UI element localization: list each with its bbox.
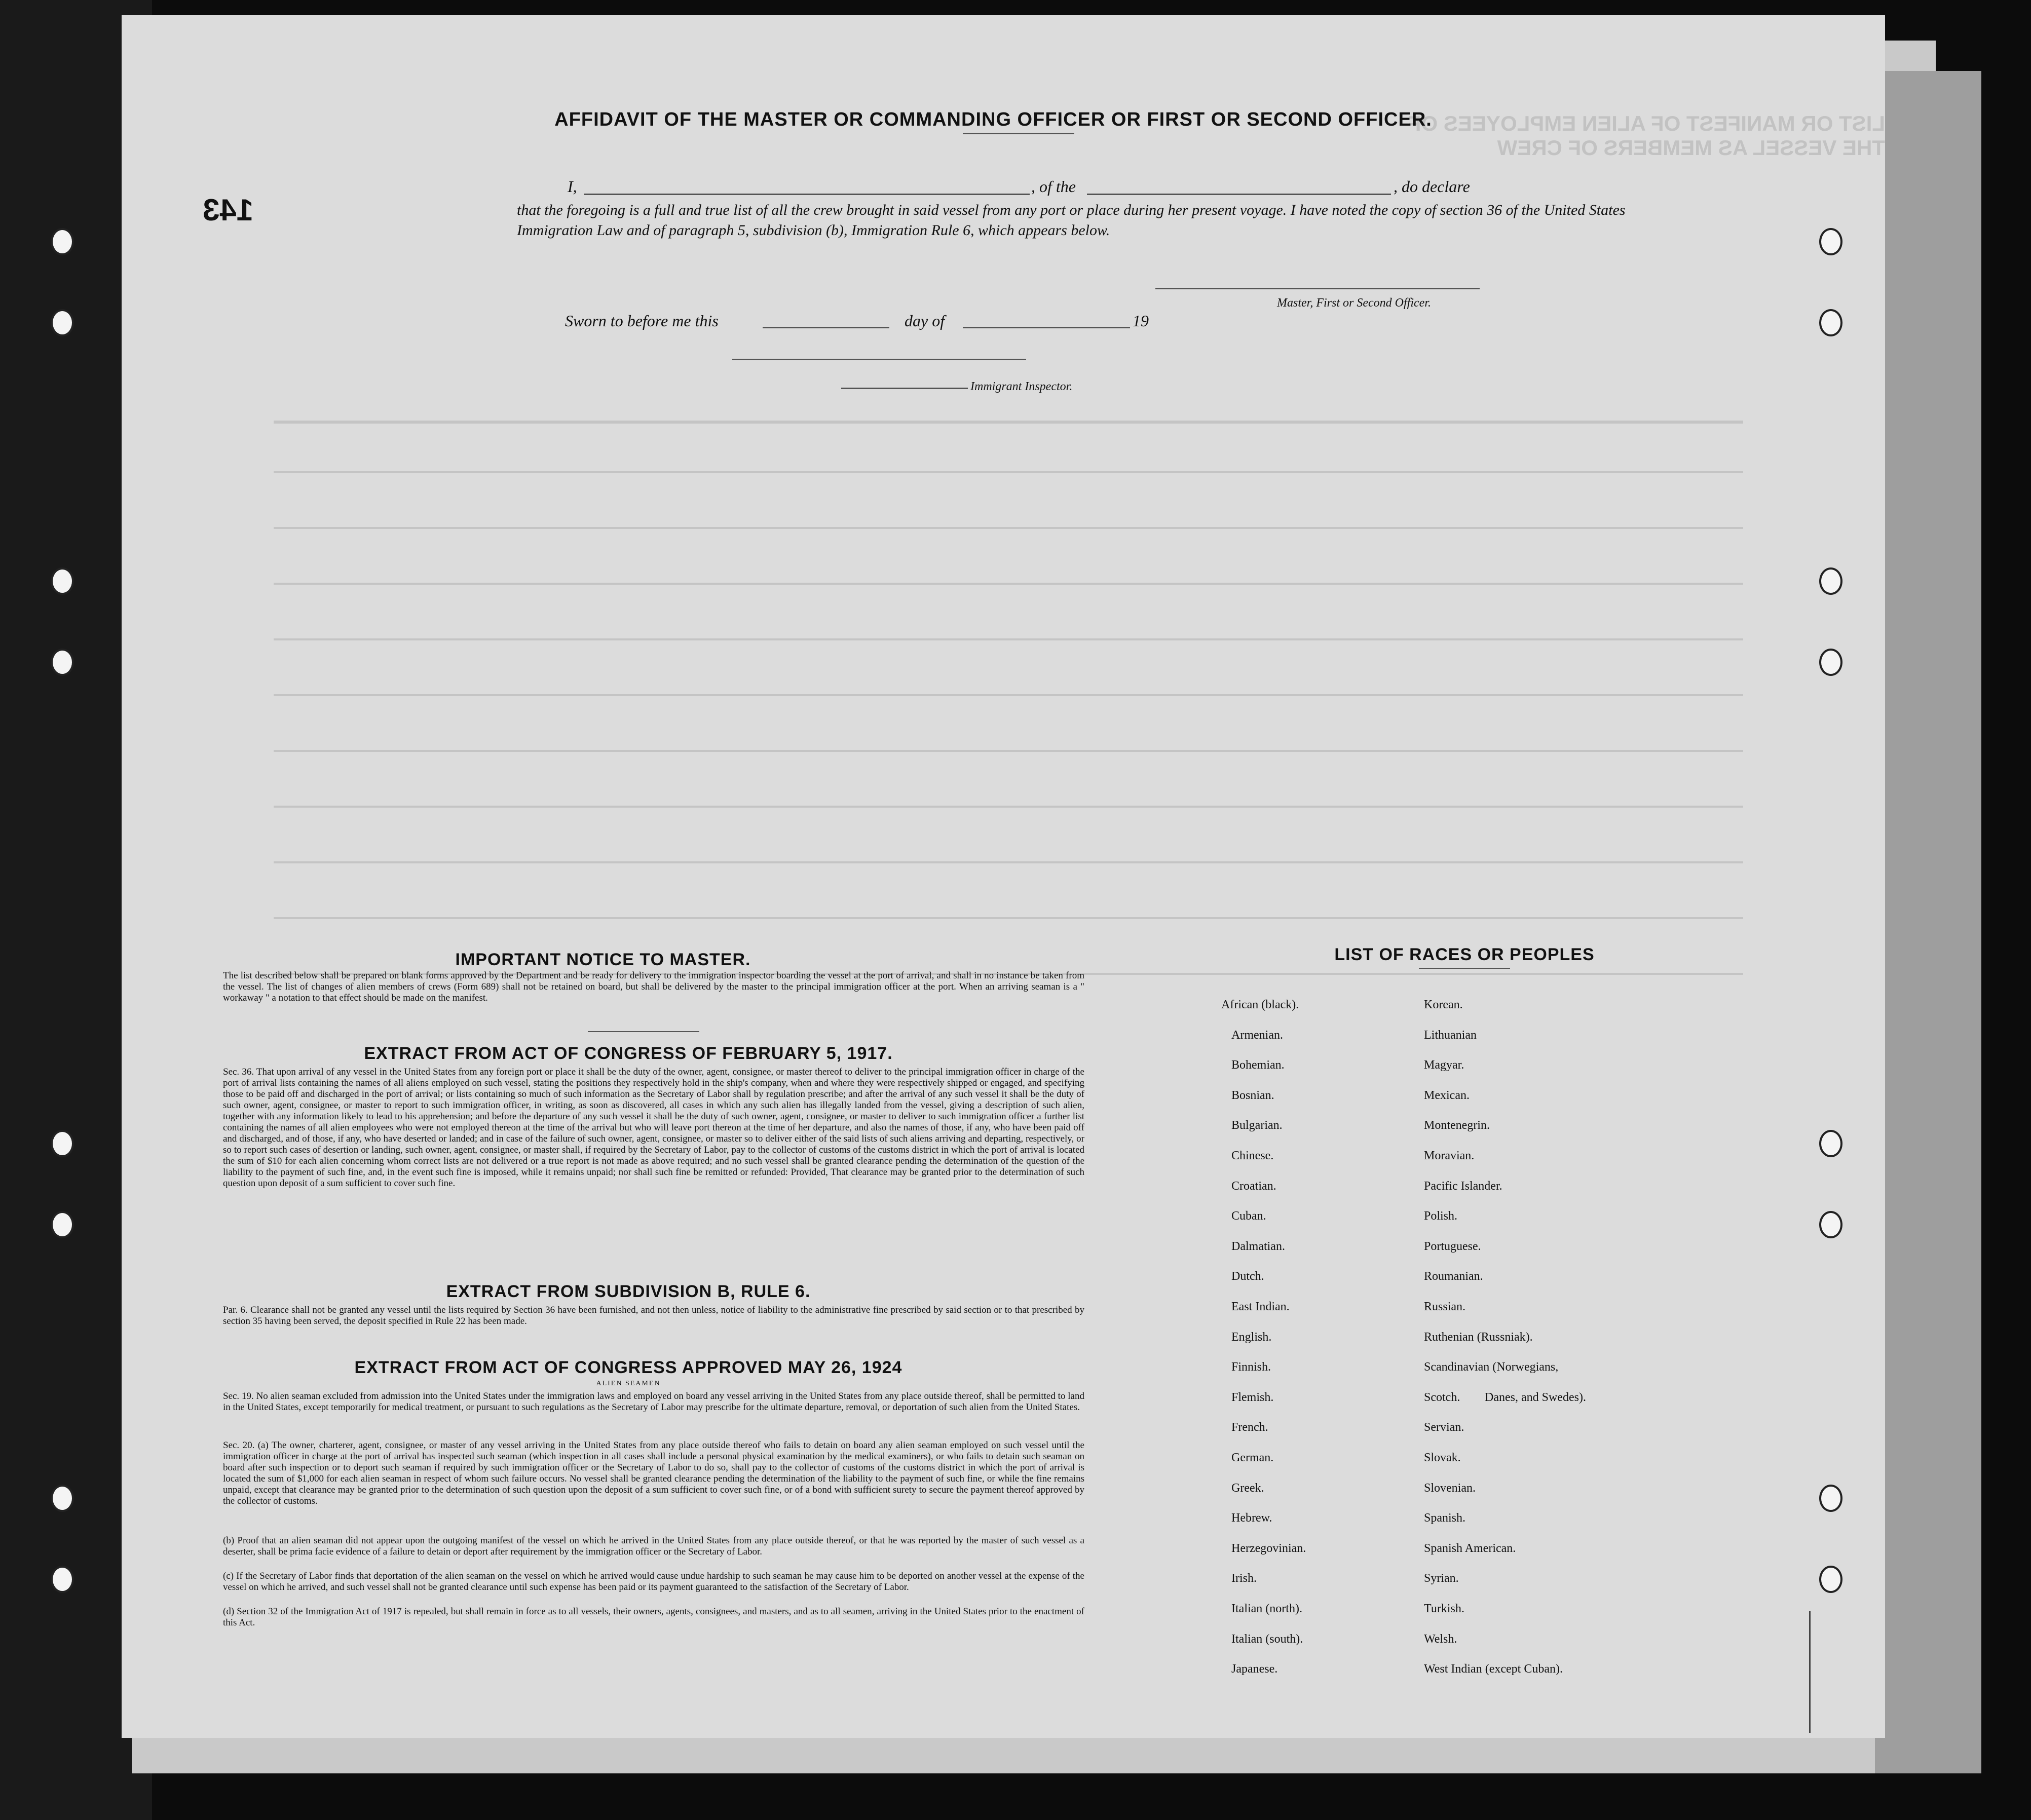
race-item: Slovak. xyxy=(1424,1451,1461,1464)
affidavit-i-label: I, xyxy=(568,177,577,196)
race-item: Turkish. xyxy=(1424,1602,1464,1615)
race-item: Roumanian. xyxy=(1424,1270,1483,1283)
race-item: Ruthenian (Russniak). xyxy=(1424,1330,1533,1344)
title-rule xyxy=(963,133,1074,134)
sworn-label: Sworn to before me this xyxy=(565,312,719,330)
race-item: French. xyxy=(1231,1421,1268,1434)
race-item: Spanish. xyxy=(1424,1511,1466,1525)
race-item: Servian. xyxy=(1424,1421,1464,1434)
race-item: Pacific Islander. xyxy=(1424,1179,1502,1193)
extract-rule6-text: Par. 6. Clearance shall not be granted any vessel until the lists required by Section 36 have been furnished, and not then unless, notice of liability to the administrative fine prescribed by said section or to that prescribed by section 35 having been served, the deposit specified in Rule 22 has been made. xyxy=(223,1305,1084,1326)
punch-hole xyxy=(1819,1566,1842,1593)
punch-hole xyxy=(51,309,74,336)
races-title: LIST OF RACES OR PEOPLES xyxy=(1334,945,1595,964)
punch-hole xyxy=(51,649,74,676)
punch-hole xyxy=(1819,567,1842,595)
extract-1924-sec20c: (c) If the Secretary of Labor finds that deportation of the alien seaman on the vessel on which he arrived would cause undue hardship to such seaman he may cause him to be deported on another vessel at the expense of the vessel on which he arrived, and such vessel shall not be granted clearance until such expense has been paid or its payment guaranteed to the satisfaction of the Secretary of Labor. xyxy=(223,1571,1084,1592)
punch-hole xyxy=(51,1566,74,1593)
notice-text: The list described below shall be prepared on blank forms approved by the Department and be ready for delivery to the immigration inspector boarding the vessel at the port of arrival, and shall in no instance be taken from the vessel. The list of changes of alien members of crews (Form 689) shall not be retained on board, but shall be delivered by the master to the principal immigration officer at the port. When an arriving seaman is a " workaway " a notation to that effect should be made on the manifest. xyxy=(223,970,1084,1003)
race-item: Greek. xyxy=(1231,1481,1264,1495)
race-item: Magyar. xyxy=(1424,1058,1464,1072)
bleed-through-table xyxy=(274,410,1794,1018)
punch-hole xyxy=(1819,1130,1842,1157)
race-item: Portuguese. xyxy=(1424,1239,1481,1253)
affidavit-of-the-label: , of the xyxy=(1031,177,1076,196)
race-item: Croatian. xyxy=(1231,1179,1276,1193)
race-item: Armenian. xyxy=(1231,1028,1283,1042)
extract-rule6-title: EXTRACT FROM SUBDIVISION B, RULE 6. xyxy=(446,1282,811,1301)
race-item: Hebrew. xyxy=(1231,1511,1272,1525)
signature-line[interactable] xyxy=(1155,288,1480,289)
affidavit-declare-label: , do declare xyxy=(1394,177,1470,196)
race-item: Herzegovinian. xyxy=(1231,1541,1306,1555)
side-sheet-edge xyxy=(1875,71,1981,1773)
race-item: Scotch. xyxy=(1424,1390,1460,1404)
race-item: Russian. xyxy=(1424,1300,1466,1313)
page-number: 143 xyxy=(203,193,254,227)
edge-rule xyxy=(1809,1611,1811,1733)
race-item: Bulgarian. xyxy=(1231,1119,1283,1132)
extract-1924-subtitle: ALIEN SEAMEN xyxy=(596,1380,661,1387)
race-item: Bosnian. xyxy=(1231,1088,1274,1102)
race-item: Syrian. xyxy=(1424,1572,1459,1585)
affidavit-body: that the foregoing is a full and true list of all the crew brought in said vessel from any port or place during her present voyage. I have noted the copy of section 36 of the United States Immigration Law and of paragraph 5, subdivision (b), Immigration Rule 6, which appears below. xyxy=(517,202,1626,239)
race-item: West Indian (except Cuban). xyxy=(1424,1662,1563,1676)
extract-1917-title: EXTRACT FROM ACT OF CONGRESS OF FEBRUARY 5, 1917. xyxy=(364,1044,893,1063)
race-item: Italian (south). xyxy=(1231,1632,1303,1646)
race-item: English. xyxy=(1231,1330,1272,1344)
race-item: Scandinavian (Norwegians, xyxy=(1424,1360,1559,1374)
punch-hole xyxy=(1819,228,1842,255)
month-line[interactable] xyxy=(963,327,1130,328)
race-item: Irish. xyxy=(1231,1572,1257,1585)
race-item: Lithuanian xyxy=(1424,1028,1477,1042)
punch-hole xyxy=(1819,1485,1842,1512)
year-label: 19 xyxy=(1133,312,1149,330)
punch-hole xyxy=(51,1211,74,1238)
extract-1924-title: EXTRACT FROM ACT OF CONGRESS APPROVED MAY 26, 1924 xyxy=(354,1358,902,1377)
punch-hole xyxy=(51,1485,74,1512)
extract-1924-sec19: Sec. 19. No alien seaman excluded from admission into the United States under the immigration laws and employed on board any vessel arriving in the United States from any place outside thereof, shall be permitted to land in the United States, except temporarily for medical treatment, or pursuant to such regulations as the Secretary of Labor may prescribe for the ultimate departure, removal, or deportation of such alien from the United States. xyxy=(223,1391,1084,1413)
race-item: Chinese. xyxy=(1231,1149,1274,1162)
race-item: Welsh. xyxy=(1424,1632,1457,1646)
signature-label: Master, First or Second Officer. xyxy=(1277,296,1431,310)
race-item: German. xyxy=(1231,1451,1274,1464)
race-item: Slovenian. xyxy=(1424,1481,1476,1495)
race-item: Japanese. xyxy=(1231,1662,1278,1676)
notice-title: IMPORTANT NOTICE TO MASTER. xyxy=(455,950,751,969)
race-item: Finnish. xyxy=(1231,1360,1271,1374)
race-item: Cuban. xyxy=(1231,1209,1266,1223)
punch-hole xyxy=(51,567,74,595)
inspector-line[interactable] xyxy=(841,388,968,389)
race-item: Flemish. xyxy=(1231,1390,1274,1404)
affidavit-title: AFFIDAVIT OF THE MASTER OR COMMANDING OFFICER OR FIRST OR SECOND OFFICER. xyxy=(554,109,1432,130)
race-item: Korean. xyxy=(1424,998,1463,1011)
day-line[interactable] xyxy=(763,327,889,328)
extract-1924-sec20d: (d) Section 32 of the Immigration Act of 1917 is repealed, but shall remain in force as to all vessels, their owners, agents, consignees, and masters, and as to all seamen, arriving in the United States prior to the enactment of this Act. xyxy=(223,1606,1084,1628)
inspector-label: Immigrant Inspector. xyxy=(970,380,1073,393)
races-rule xyxy=(1419,968,1510,969)
day-of-label: day of xyxy=(905,312,945,330)
extract-1924-sec20a: Sec. 20. (a) The owner, charterer, agent, consignee, or master of any vessel arriving in the United States from any place outside thereof who fails to detain on board any alien seaman employed on such vessel until the immigration officer in charge at the port of arrival has inspected such seaman (which inspection in all cases shall include a personal physical examination by the medical examiners), or who fails to detain such seaman on board after such inspection or to deport such seaman if required by such immigration officer or the Secretary of Labor to do so, shall pay to the collector of customs of the customs district in which the port of arrival is located the sum of $1,000 for each alien seaman in respect of whom such failure occurs. No vessel shall be granted clearance pending the determination of the liability to the payment of such fine, or while the fine remains unpaid, except that clearance may be granted prior to the determination of such question upon the deposit of a sum sufficient to cover such fine, or of a bond with sufficient surety to secure the payment thereof approved by the collector of customs. xyxy=(223,1440,1084,1506)
punch-hole xyxy=(51,228,74,255)
section-rule xyxy=(588,1031,699,1032)
race-item: African (black). xyxy=(1221,998,1299,1011)
race-item: Montenegrin. xyxy=(1424,1119,1490,1132)
race-item: Moravian. xyxy=(1424,1149,1475,1162)
punch-hole xyxy=(1819,1211,1842,1238)
race-item: East Indian. xyxy=(1231,1300,1290,1313)
race-item: Bohemian. xyxy=(1231,1058,1285,1072)
vessel-line[interactable] xyxy=(1087,194,1391,195)
race-item: Italian (north). xyxy=(1231,1602,1302,1615)
race-item: Polish. xyxy=(1424,1209,1458,1223)
punch-hole xyxy=(51,1130,74,1157)
race-item: Dutch. xyxy=(1231,1270,1264,1283)
document-page xyxy=(122,15,1885,1738)
bleed-through-title: LIST OR MANIFEST OF ALIEN EMPLOYEES OF THE VESSEL AS MEMBERS OF CREW xyxy=(1408,111,1885,160)
race-scandinavian-continued: Danes, and Swedes). xyxy=(1485,1391,1586,1404)
race-item: Dalmatian. xyxy=(1231,1239,1285,1253)
race-item: Mexican. xyxy=(1424,1088,1470,1102)
name-line[interactable] xyxy=(584,194,1030,195)
inspector-line-upper[interactable] xyxy=(732,359,1026,360)
extract-1917-text: Sec. 36. That upon arrival of any vessel in the United States from any foreign port or place it shall be the duty of the owner, agent, consignee, or master thereof to deliver to the principal immigration officer in charge of the port of arrival lists containing the names of all aliens employed on such vessel, stating the positions they respectively hold in the ship's company, when and where they were respectively shipped or engaged, and specifying those to be paid off and discharged in the port of arrival; or lists containing so much of such information as the Secretary of Labor shall by regulation prescribe; and after the arrival of any such vessel it shall be the duty of such owner, agent, consignee, or master to report to such immigration officer, in writing, as soon as discovered, all cases in which any such alien has illegally landed from the vessel, giving a description of such alien, together with any information likely to lead to his apprehension; and before the departure of any such vessel it shall be the duty of such owner, agent, consignee, or master to deliver to such immigration officer a further list containing the names of all alien employees who were not employed thereon at the time of the arrival but who will leave port thereon at the time of her departure, and also the names of those, if any, who have been paid off and discharged, and of those, if any, who have deserted or landed; and in case of the failure of such owner, agent, consignee, or master so to deliver either of the said lists of such aliens arriving and departing, respectively, or so to report such cases of desertion or landing, such owner, agent, consignee, or master shall, if required by the Secretary of Labor, pay to the collector of customs of the customs district in which the port of arrival is located the sum of $10 for each alien concerning whom correct lists are not delivered or a true report is not made as above required; and no such vessel shall be granted clearance pending the determination of the question of the liability to the payment of such fine, and, in the event such fine is imposed, while it remains unpaid; nor shall such fine be remitted or refunded: Provided, That clearance may be granted prior to the determination of such question upon deposit of a sum sufficient to cover such fine. xyxy=(223,1067,1084,1189)
punch-hole xyxy=(1819,309,1842,336)
extract-1924-sec20b: (b) Proof that an alien seaman did not appear upon the outgoing manifest of the vessel on which he arrived in the United States from any place outside thereof, or that he was reported by the master of such vessel as a deserter, shall be prima facie evidence of a failure to detain or deport after requirement by the immigration officer or the Secretary of Labor. xyxy=(223,1535,1084,1557)
punch-hole xyxy=(1819,649,1842,676)
race-item: Spanish American. xyxy=(1424,1541,1516,1555)
